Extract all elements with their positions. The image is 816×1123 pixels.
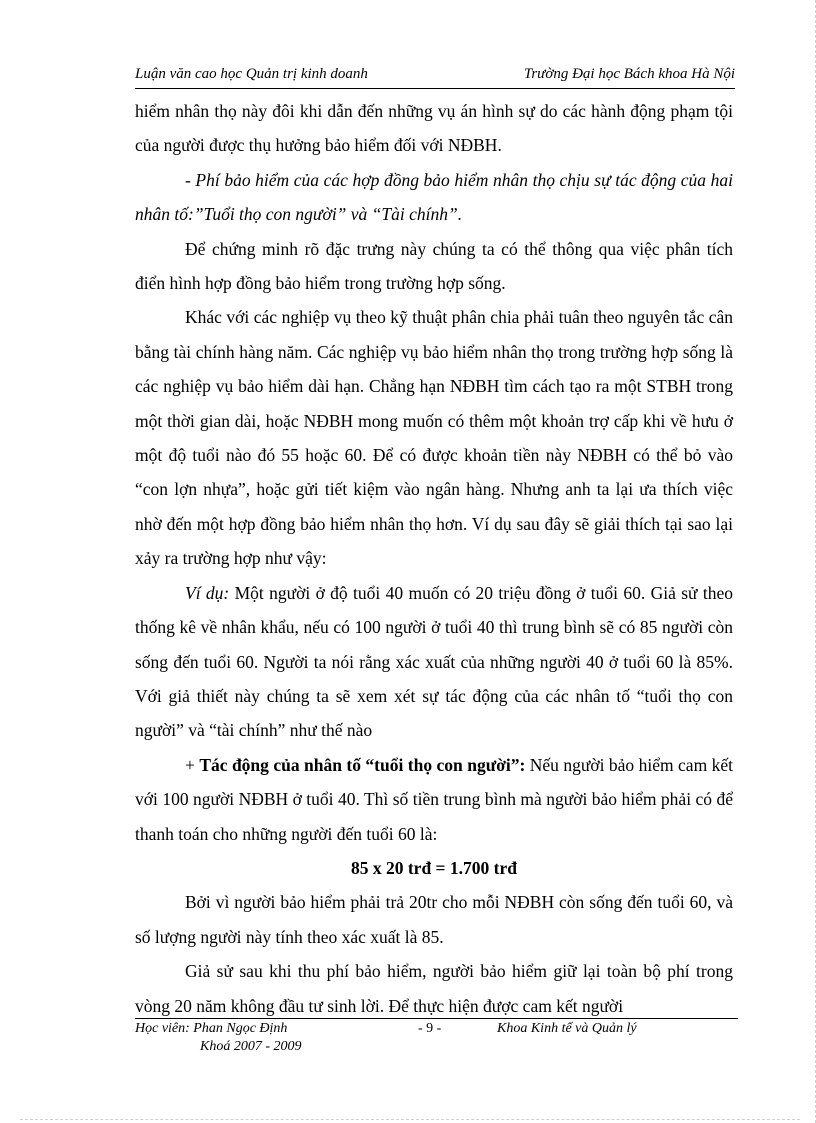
formula: 85 x 20 trđ = 1.700 trđ (350, 857, 517, 878)
plus-prefix: + (185, 754, 200, 775)
example-label: Ví dụ: (185, 582, 230, 603)
paragraph-8: Giả sử sau khi thu phí bảo hiểm, người bảo hiểm giữ lại toàn bộ phí trong vòng 20 năm không đầu tư sinh lời. Để thực hiện được cam kết người (135, 961, 733, 1016)
page-footer (135, 1018, 738, 1063)
paragraph-6 (135, 748, 733, 851)
paragraph-3: Để chứng minh rõ đặc trưng này chúng ta có thể thông qua việc phân tích điển hình hợp đồng bảo hiểm trong trường hợp sống. (135, 238, 733, 294)
example-text: Một người ở độ tuổi 40 muốn có 20 triệu đồng ở tuổi 60. Giả sử theo thống kê về nhân khẩu, nếu có 100 người ở tuổi 40 thì trung bình sẽ có 85 người còn sống đến tuổi 60. Người ta nói rằng xác xuất của những người 40 ở tuổi 60 là 85%. Với giả thiết này chúng ta sẽ xem xét sự tác động của các nhân tố “tuổi thọ con người” và “tài chính” như thế nào (135, 582, 733, 741)
header-university: Trường Đại học Bách khoa Hà Nội (523, 66, 735, 82)
body-text (135, 94, 733, 1023)
page-header (135, 66, 735, 89)
page-bottom-edge (20, 1119, 800, 1121)
header-thesis-title: Luận văn cao học Quản trị kinh doanh (135, 66, 368, 82)
paragraph-4: Khác với các nghiệp vụ theo kỹ thuật phân chia phải tuân theo nguyên tắc cân bằng tài chính hàng năm. Các nghiệp vụ bảo hiểm nhân thọ trong trường hợp sống là các nghiệp vụ bảo hiểm dài hạn. Chẳng hạn NĐBH tìm cách tạo ra một STBH trong một thời gian dài, hoặc NĐBH mong muốn có thêm một khoản trợ cấp khi về hưu ở một độ tuổi nào đó 55 hoặc 60. Để có được khoản tiền này NĐBH có thể bỏ vào “con lợn nhựa”, hoặc gửi tiết kiệm vào ngân hàng. Nhưng anh ta lại ưa thích việc nhờ đến một hợp đồng bảo hiểm nhân thọ hơn. Ví dụ sau đây sẽ giải thích tại sao lại xảy ra trường hợp như vậy: (135, 307, 733, 569)
footer-course: Khoá 2007 - 2009 (200, 1039, 302, 1054)
paragraph-7: Bởi vì người bảo hiểm phải trả 20tr cho mỗi NĐBH còn sống đến tuổi 60, và số lượng người này tính theo xác xuất là 85. (135, 892, 733, 947)
paragraph-5 (135, 576, 733, 748)
paragraph-1: hiểm nhân thọ này đôi khi dẫn đến những vụ án hình sự do các hành động phạm tội của người được thụ hưởng bảo hiểm đối với NĐBH. (135, 101, 733, 156)
paragraph-2: - Phí bảo hiểm của các hợp đồng bảo hiểm nhân thọ chịu sự tác động của hai nhân tố:”Tuổi thọ con người” và “Tài chính”. (135, 169, 733, 225)
factor-heading: Tác động của nhân tố “tuổi thọ con người”: (199, 754, 526, 775)
footer-student: Học viên: Phan Ngọc Định (135, 1021, 288, 1036)
page-number: - 9 - (418, 1021, 442, 1036)
factor-text: Nếu người bảo hiểm cam kết với 100 người NĐBH ở tuổi 40. Thì số tiền trung bình mà người bảo hiểm phải có để thanh toán cho những người đến tuổi 60 là: (135, 754, 734, 844)
footer-faculty: Khoa Kinh tế và Quản lý (497, 1021, 637, 1036)
